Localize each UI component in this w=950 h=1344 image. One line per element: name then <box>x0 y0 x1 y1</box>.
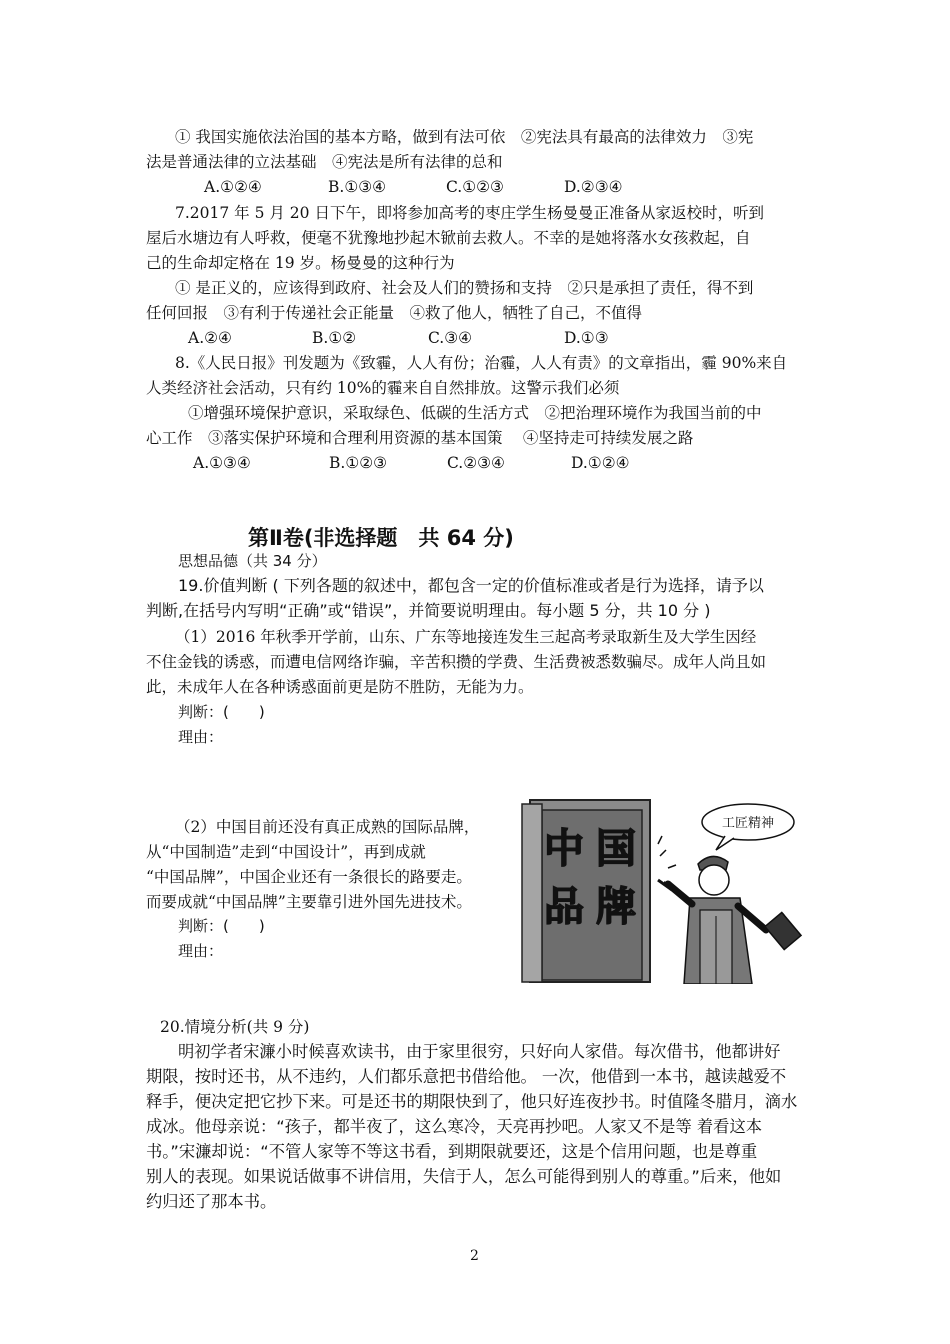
q19-p1-line1: （1）2016 年秋季开学前，山东、广东等地接连发生三起高考录取新生及大学生因经 <box>175 628 757 646</box>
speech-bubble-tail <box>716 836 734 850</box>
q20-line-2: 期限，按时还书，从不违约，人们都乐意把书借给他。 一次，他借到一本书，越读越爱不 <box>146 1067 787 1086</box>
q8-option-a: A.①③④ <box>193 454 251 472</box>
q8-statement-line1: ①增强环境保护意识，采取绿色、低碳的生活方式 ②把治理环境作为我国当前的中 <box>188 404 762 422</box>
q8-option-d: D.①②④ <box>571 454 630 472</box>
board-char-4: 牌 <box>596 884 636 930</box>
q19-p2-line3: “中国品牌”，中国企业还有一条很长的路要走。 <box>146 868 472 886</box>
q7-option-b: B.①② <box>312 329 357 347</box>
section-subject: 思想品德（共 34 分） <box>178 552 327 570</box>
page-number: 2 <box>470 1248 479 1264</box>
q7-option-c: C.③④ <box>428 329 473 347</box>
q19-p2-line2: 从“中国制造”走到“中国设计”，再到成就 <box>146 843 426 861</box>
q19-p1-judge: 判断：( ) <box>178 703 265 721</box>
q7-option-d: D.①③ <box>564 329 609 347</box>
q7-text-line3: 己的生命却定格在 19 岁。杨曼曼的这种行为 <box>146 254 455 272</box>
q6-statement-line1: ① 我国实施依法治国的基本方略，做到有法可依 ②宪法具有最高的法律效力 ③宪 <box>175 128 754 146</box>
q8-text-line1: 8.《人民日报》刊发题为《致霾，人人有份；治霾，人人有责》的文章指出，霾 90%来自 <box>175 354 788 372</box>
q7-option-a: A.②④ <box>188 329 232 347</box>
q19-p1-reason: 理由： <box>178 728 224 746</box>
q20-line-1: 明初学者宋濂小时候喜欢读书，由于家里很穷，只好向人家借。每次借书，他都讲好 <box>178 1042 781 1061</box>
board-char-3: 品 <box>544 884 584 930</box>
board-char-1: 中 <box>544 826 584 872</box>
stone-chips <box>658 836 676 884</box>
worker-figure <box>658 856 766 984</box>
q19-p1-line3: 此，未成年人在各种诱惑面前更是防不胜防，无能为力。 <box>146 678 534 696</box>
q6-option-d: D.②③④ <box>564 178 623 196</box>
board-char-2: 国 <box>596 826 636 872</box>
q7-text-line1: 7.2017 年 5 月 20 日下午，即将参加高考的枣庄学生杨曼曼正准备从家返校时，听到 <box>175 204 764 222</box>
hammer-icon <box>764 912 801 949</box>
q6-statement-line2: 法是普通法律的立法基础 ④宪法是所有法律的总和 <box>146 153 503 171</box>
q20-head: 20.情境分析(共 9 分) <box>160 1018 310 1036</box>
q8-option-c: C.②③④ <box>447 454 505 472</box>
q20-line-5: 书。”宋濂却说：“不管人家等不等这书看，到期限就要还，这是个信用问题，也是尊重 <box>146 1142 758 1161</box>
q19-head-line2: 判断,在括号内写明“正确”或“错误”，并简要说明理由。每小题 5 分，共 10 分 ) <box>146 601 711 620</box>
craftsman-cartoon <box>520 798 810 984</box>
q19-p2-line1: （2）中国目前还没有真正成熟的国际品牌， <box>175 818 480 836</box>
q19-p2-judge: 判断：( ) <box>178 917 265 935</box>
q20-line-3: 释手，便决定把它抄下来。可是还书的期限快到了，他只好连夜抄书。时值隆冬腊月，滴水 <box>146 1092 798 1111</box>
q19-p2-line4: 而要成就“中国品牌”主要靠引进外国先进技术。 <box>146 893 472 911</box>
q20-line-7: 约归还了那本书。 <box>146 1192 277 1211</box>
q7-text-line2: 屋后水塘边有人呼救，便毫不犹豫地抄起木锨前去救人。不幸的是她将落水女孩救起，自 <box>146 229 751 247</box>
q6-option-a: A.①②④ <box>204 178 262 196</box>
q8-statement-line2: 心工作 ③落实保护环境和合理利用资源的基本国策 ④坚持走可持续发展之路 <box>146 429 694 447</box>
stone-board-side <box>522 804 542 982</box>
q6-option-b: B.①③④ <box>328 178 387 196</box>
q19-head-line1: 19.价值判断 ( 下列各题的叙述中，都包含一定的价值标准或者是行为选择，请予以 <box>178 576 764 595</box>
q7-statement-line1: ① 是正义的，应该得到政府、社会及人们的赞扬和支持 ②只是承担了责任，得不到 <box>175 279 754 297</box>
q8-option-b: B.①②③ <box>329 454 388 472</box>
q8-text-line2: 人类经济社会活动，只有约 10%的霾来自自然排放。这警示我们必须 <box>146 379 620 397</box>
q19-p1-line2: 不住金钱的诱惑，而遭电信网络诈骗，辛苦积攒的学费、生活费被悉数骗尽。成年人尚且如 <box>146 653 767 671</box>
q20-line-6: 别人的表现。如果说话做事不讲信用，失信于人，怎么可能得到别人的尊重。”后来，他如 <box>146 1167 782 1186</box>
q7-statement-line2: 任何回报 ③有利于传递社会正能量 ④救了他人，牺牲了自己，不值得 <box>146 304 643 322</box>
q6-option-c: C.①②③ <box>446 178 504 196</box>
section-title: 第Ⅱ卷(非选择题 共 64 分) <box>248 526 514 550</box>
speech-bubble-text: 工匠精神 <box>721 816 775 831</box>
q20-line-4: 成冰。他母亲说：“孩子，都半夜了，这么寒冷，天亮再抄吧。人家又不是等 着看这本 <box>146 1117 763 1136</box>
q19-p2-reason: 理由： <box>178 942 224 960</box>
